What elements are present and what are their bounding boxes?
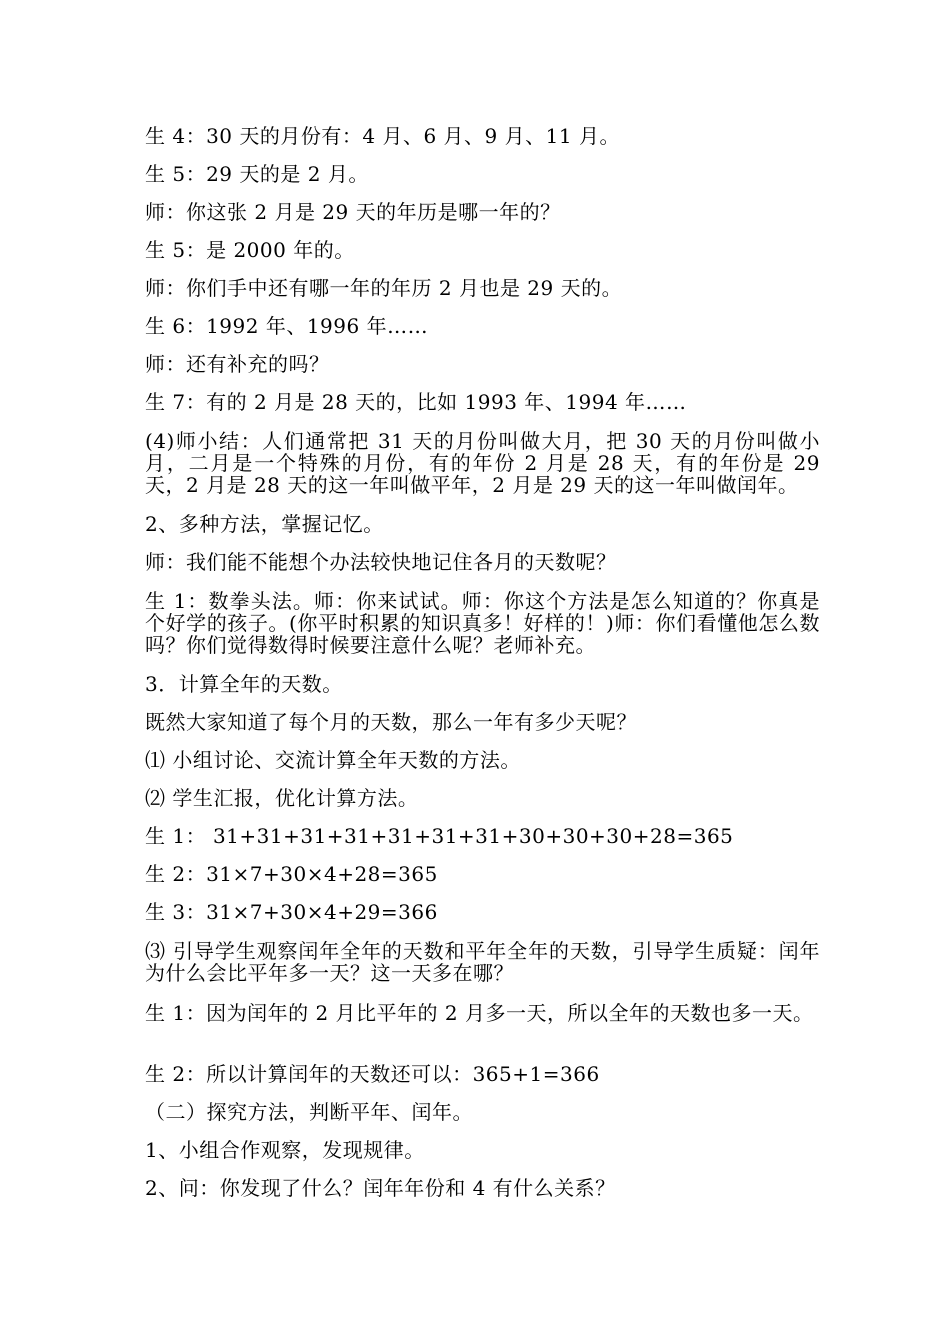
paragraph-16: ⑵ 学生汇报，优化计算方法。	[145, 786, 419, 810]
paragraph-1: 生 4：30 天的月份有：4 月、6 月、9 月、11 月。	[145, 124, 620, 148]
paragraph-3: 师：你这张 2 月是 29 天的年历是哪一年的？	[145, 200, 561, 224]
paragraph-22: 生 2：所以计算闰年的天数还可以：365+1=366	[145, 1062, 600, 1086]
paragraph-2: 生 5：29 天的是 2 月。	[145, 162, 369, 186]
paragraph-fist-method: 生 1：数拳头法。师：你来试试。师：你这个方法是怎么知道的？你真是个好学的孩子。(你平时积累的知识真多！好样的！)师：你们看懂他怎么数吗？你们觉得数得时候要注意什么呢？老师补充。	[145, 589, 820, 657]
paragraph-11: 师：我们能不能想个办法较快地记住各月的天数呢？	[145, 550, 617, 574]
paragraph-19: 生 3：31×7+30×4+29=366	[145, 900, 438, 924]
paragraph-25: 2、问：你发现了什么？闰年年份和 4 有什么关系？	[145, 1176, 616, 1200]
paragraph-8: 生 7：有的 2 月是 28 天的，比如 1993 年、1994 年……	[145, 390, 687, 414]
paragraph-7: 师：还有补充的吗？	[145, 352, 330, 376]
paragraph-section-ii: （二）探究方法，判断平年、闰年。	[145, 1100, 473, 1124]
paragraph-section-3: 3．计算全年的天数。	[145, 672, 343, 696]
paragraph-15: ⑴ 小组讨论、交流计算全年天数的方法。	[145, 748, 521, 772]
paragraph-21: 生 1：因为闰年的 2 月比平年的 2 月多一天，所以全年的天数也多一天。	[145, 1001, 814, 1025]
paragraph-20: ⑶ 引导学生观察闰年全年的天数和平年全年的天数，引导学生质疑：闰年为什么会比平年多一天？这一天多在哪？	[145, 939, 820, 985]
paragraph-section-2: 2、多种方法，掌握记忆。	[145, 512, 384, 536]
paragraph-14: 既然大家知道了每个月的天数，那么一年有多少天呢？	[145, 710, 637, 734]
paragraph-17: 生 1： 31+31+31+31+31+31+31+30+30+30+28=365	[145, 824, 734, 848]
paragraph-18: 生 2：31×7+30×4+28=365	[145, 862, 438, 886]
paragraph-6: 生 6：1992 年、1996 年……	[145, 314, 429, 338]
paragraph-4: 生 5：是 2000 年的。	[145, 238, 355, 262]
paragraph-5: 师：你们手中还有哪一年的年历 2 月也是 29 天的。	[145, 276, 623, 300]
paragraph-24: 1、小组合作观察，发现规律。	[145, 1138, 425, 1162]
paragraph-summary: (4)师小结：人们通常把 31 天的月份叫做大月，把 30 天的月份叫做小月，二月是一个特殊的月份，有的年份 2 月是 28 天，有的年份是 29 天，2 月是 28 天的这一年叫做平年，2 月是 29 天的这一年叫做闰年。	[145, 429, 820, 497]
